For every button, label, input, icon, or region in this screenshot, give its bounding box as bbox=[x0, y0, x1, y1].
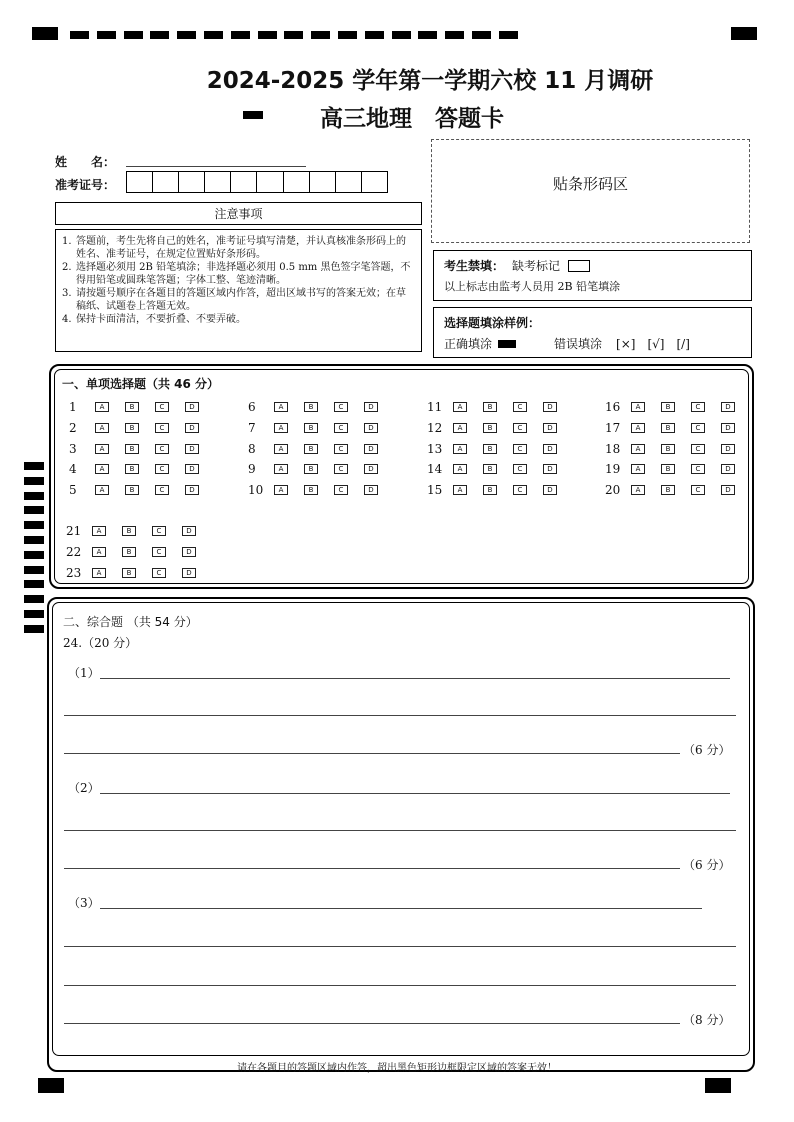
question-number: 9 bbox=[248, 462, 256, 477]
timing-mark bbox=[392, 31, 411, 39]
option-bubble[interactable]: C bbox=[513, 423, 527, 433]
part-2-label: （2） bbox=[68, 781, 100, 795]
option-bubble[interactable]: C bbox=[513, 402, 527, 412]
timing-mark bbox=[24, 536, 44, 544]
option-bubble[interactable]: D bbox=[364, 464, 378, 474]
wrong-mark: [×] bbox=[616, 336, 636, 351]
option-bubble[interactable]: C bbox=[155, 402, 169, 412]
option-bubble[interactable]: D bbox=[543, 485, 557, 495]
option-bubble[interactable]: A bbox=[95, 402, 109, 412]
option-bubble[interactable]: D bbox=[182, 547, 196, 557]
option-bubble[interactable]: D bbox=[185, 485, 199, 495]
option-bubble[interactable]: A bbox=[274, 485, 288, 495]
question-number: 4 bbox=[69, 462, 77, 477]
notice-text: 答题前，考生先将自己的姓名，准考证号填写清楚，并认真核准条形码上的姓名、准考证号，在规定位置贴好条形码。 bbox=[76, 236, 406, 260]
option-bubble[interactable]: D bbox=[543, 402, 557, 412]
option-bubble[interactable]: B bbox=[483, 423, 497, 433]
option-bubble[interactable]: C bbox=[691, 402, 705, 412]
timing-mark bbox=[418, 31, 437, 39]
option-bubble[interactable]: C bbox=[691, 464, 705, 474]
option-bubble[interactable]: B bbox=[304, 402, 318, 412]
question-number: 7 bbox=[248, 420, 256, 435]
question-row bbox=[605, 483, 751, 497]
option-bubble[interactable]: A bbox=[92, 526, 106, 536]
option-bubble[interactable]: B bbox=[304, 464, 318, 474]
option-bubble[interactable]: D bbox=[543, 423, 557, 433]
notice-text: 保持卡面清洁，不要折叠、不要弄破。 bbox=[76, 314, 246, 325]
question-number: 11 bbox=[427, 400, 443, 414]
timing-mark bbox=[24, 595, 44, 603]
option-bubble[interactable]: A bbox=[274, 423, 288, 433]
timing-mark bbox=[204, 31, 223, 39]
timing-mark bbox=[499, 31, 518, 39]
fill-example-title: 选择题填涂样例： bbox=[444, 316, 541, 330]
option-bubble[interactable]: A bbox=[274, 444, 288, 454]
answer-line[interactable] bbox=[100, 678, 730, 679]
timing-mark bbox=[338, 31, 357, 39]
timing-mark bbox=[38, 1078, 64, 1093]
option-bubble[interactable]: D bbox=[185, 444, 199, 454]
option-bubble[interactable]: B bbox=[125, 423, 139, 433]
timing-mark bbox=[177, 31, 196, 39]
question-row bbox=[66, 566, 212, 580]
timing-mark bbox=[284, 31, 303, 39]
timing-mark bbox=[365, 31, 384, 39]
notice-item bbox=[62, 313, 415, 326]
question-number: 23 bbox=[66, 565, 82, 580]
notice-item bbox=[62, 261, 415, 287]
timing-mark bbox=[311, 31, 330, 39]
option-bubble[interactable]: B bbox=[661, 402, 675, 412]
question-row bbox=[69, 400, 215, 414]
question-row bbox=[66, 524, 212, 538]
timing-mark bbox=[24, 462, 44, 470]
question-row bbox=[427, 421, 573, 435]
notice-item bbox=[62, 287, 415, 313]
option-bubble[interactable]: D bbox=[721, 444, 735, 454]
answer-line[interactable] bbox=[64, 946, 736, 947]
option-bubble[interactable]: A bbox=[631, 402, 645, 412]
option-bubble[interactable]: B bbox=[122, 547, 136, 557]
option-bubble[interactable]: C bbox=[513, 464, 527, 474]
option-bubble[interactable]: B bbox=[304, 423, 318, 433]
timing-mark bbox=[24, 492, 44, 500]
question-row bbox=[427, 442, 573, 456]
option-bubble[interactable]: C bbox=[155, 423, 169, 433]
option-bubble[interactable]: D bbox=[364, 423, 378, 433]
option-bubble[interactable]: A bbox=[631, 485, 645, 495]
option-bubble[interactable]: D bbox=[364, 402, 378, 412]
option-bubble[interactable]: B bbox=[483, 444, 497, 454]
option-bubble[interactable]: A bbox=[631, 444, 645, 454]
question-number: 17 bbox=[605, 420, 621, 435]
notice-title: 注意事项 bbox=[214, 207, 263, 221]
timing-mark bbox=[32, 27, 58, 40]
answer-line[interactable] bbox=[64, 985, 736, 986]
question-number: 3 bbox=[69, 441, 77, 456]
question-row bbox=[605, 442, 751, 456]
option-bubble[interactable]: A bbox=[95, 464, 109, 474]
answer-line[interactable] bbox=[64, 715, 736, 716]
question-number: 21 bbox=[66, 524, 82, 538]
absent-mark-label: 缺考标记 bbox=[512, 259, 561, 273]
option-bubble[interactable]: D bbox=[721, 402, 735, 412]
page-subtitle: 高三地理 答题卡 bbox=[320, 106, 504, 132]
question-row bbox=[69, 442, 215, 456]
absent-box bbox=[433, 250, 752, 301]
question-number: 6 bbox=[248, 400, 256, 414]
timing-mark bbox=[24, 566, 44, 574]
correct-label: 正确填涂 bbox=[444, 337, 493, 351]
part-1-label: （1） bbox=[68, 666, 100, 680]
question-number: 5 bbox=[69, 483, 77, 498]
question-number: 13 bbox=[427, 441, 443, 456]
timing-mark bbox=[705, 1078, 731, 1093]
option-bubble[interactable]: B bbox=[483, 485, 497, 495]
section2-frame bbox=[47, 597, 755, 1072]
option-bubble[interactable]: B bbox=[125, 402, 139, 412]
question-number: 16 bbox=[605, 400, 621, 414]
option-bubble[interactable]: C bbox=[513, 444, 527, 454]
question-number: 22 bbox=[66, 544, 82, 559]
option-bubble[interactable]: C bbox=[334, 444, 348, 454]
question-row bbox=[605, 462, 751, 476]
option-bubble[interactable]: A bbox=[274, 402, 288, 412]
option-bubble[interactable]: B bbox=[483, 464, 497, 474]
question-number: 14 bbox=[427, 462, 443, 477]
option-bubble[interactable]: D bbox=[543, 444, 557, 454]
option-bubble[interactable]: D bbox=[182, 568, 196, 578]
timing-mark bbox=[97, 31, 116, 39]
question-row bbox=[605, 400, 751, 414]
option-bubble[interactable]: D bbox=[182, 526, 196, 536]
timing-mark bbox=[24, 477, 44, 485]
option-bubble[interactable]: A bbox=[453, 402, 467, 412]
correct-fill-sample bbox=[498, 340, 516, 348]
option-bubble[interactable]: C bbox=[155, 444, 169, 454]
option-bubble[interactable]: B bbox=[661, 464, 675, 474]
option-bubble[interactable]: C bbox=[152, 568, 166, 578]
timing-mark bbox=[124, 31, 143, 39]
timing-mark bbox=[231, 31, 250, 39]
timing-mark bbox=[24, 506, 44, 514]
option-bubble[interactable]: B bbox=[122, 526, 136, 536]
notice-number: 1. bbox=[62, 236, 72, 247]
timing-mark bbox=[150, 31, 169, 39]
id-number-cells[interactable] bbox=[126, 171, 388, 193]
notice-number: 4. bbox=[62, 314, 72, 325]
notice-text: 请按题号顺序在各题目的答题区域内作答，超出区域书写的答案无效；在草稿纸、试题卷上答题无效。 bbox=[76, 288, 406, 312]
option-bubble[interactable]: D bbox=[721, 485, 735, 495]
id-label: 准考证号： bbox=[55, 178, 116, 192]
wrong-label: 错误填涂 bbox=[554, 337, 603, 351]
timing-mark bbox=[243, 111, 263, 119]
option-bubble[interactable]: C bbox=[691, 444, 705, 454]
notice-title-box bbox=[55, 202, 422, 225]
absent-label: 考生禁填： bbox=[444, 259, 505, 273]
notice-list bbox=[62, 235, 415, 326]
option-bubble[interactable]: C bbox=[152, 526, 166, 536]
option-bubble[interactable]: C bbox=[334, 464, 348, 474]
fill-example-box bbox=[433, 307, 752, 358]
question-number: 20 bbox=[605, 483, 621, 498]
part-3-label: （3） bbox=[68, 896, 100, 910]
option-bubble[interactable]: D bbox=[364, 485, 378, 495]
timing-mark bbox=[24, 625, 44, 633]
page-title: 2024-2025 学年第一学期六校 11 月调研 bbox=[206, 68, 654, 94]
option-bubble[interactable]: C bbox=[334, 423, 348, 433]
notice-number: 2. bbox=[62, 262, 72, 273]
answer-line[interactable] bbox=[64, 753, 680, 754]
option-bubble[interactable]: A bbox=[453, 444, 467, 454]
notice-box bbox=[55, 229, 422, 352]
option-bubble[interactable]: A bbox=[453, 464, 467, 474]
option-bubble[interactable]: B bbox=[125, 444, 139, 454]
option-bubble[interactable]: A bbox=[95, 444, 109, 454]
notice-text: 选择题必须用 2B 铅笔填涂；非选择题必须用 0.5 mm 黑色签字笔答题，不得用铅笔或圆珠笔答题；字体工整、笔迹清晰。 bbox=[76, 262, 411, 286]
question-row bbox=[248, 442, 394, 456]
option-bubble[interactable]: C bbox=[691, 485, 705, 495]
option-bubble[interactable]: B bbox=[661, 444, 675, 454]
question-row bbox=[427, 400, 573, 414]
question-row bbox=[427, 483, 573, 497]
answer-line[interactable] bbox=[100, 908, 702, 909]
option-bubble[interactable]: D bbox=[721, 423, 735, 433]
part-2-score: （6 分） bbox=[683, 858, 731, 872]
option-bubble[interactable]: A bbox=[453, 423, 467, 433]
timing-mark bbox=[472, 31, 491, 39]
wrong-mark: [√] bbox=[647, 336, 665, 351]
question-number: 2 bbox=[69, 420, 77, 435]
timing-mark bbox=[445, 31, 464, 39]
question-row bbox=[248, 400, 394, 414]
option-bubble[interactable]: A bbox=[95, 485, 109, 495]
option-bubble[interactable]: C bbox=[152, 547, 166, 557]
question-number: 1 bbox=[69, 400, 77, 414]
question-number: 8 bbox=[248, 441, 256, 456]
question-row bbox=[248, 483, 394, 497]
timing-mark bbox=[24, 580, 44, 588]
option-bubble[interactable]: B bbox=[304, 485, 318, 495]
question-row bbox=[69, 483, 215, 497]
notice-number: 3. bbox=[62, 288, 72, 299]
part-1-score: （6 分） bbox=[683, 743, 731, 757]
timing-mark bbox=[24, 521, 44, 529]
question-number: 19 bbox=[605, 462, 621, 477]
option-bubble[interactable]: A bbox=[95, 423, 109, 433]
option-bubble[interactable]: A bbox=[453, 485, 467, 495]
name-label: 姓 名： bbox=[55, 155, 116, 169]
option-bubble[interactable]: A bbox=[631, 423, 645, 433]
timing-mark bbox=[70, 31, 89, 39]
answer-line[interactable] bbox=[64, 868, 680, 869]
option-bubble[interactable]: B bbox=[125, 464, 139, 474]
timing-mark bbox=[24, 551, 44, 559]
wrong-mark: [/] bbox=[676, 336, 690, 351]
question-row bbox=[69, 462, 215, 476]
answer-line[interactable] bbox=[64, 830, 736, 831]
question-number: 18 bbox=[605, 441, 621, 456]
option-bubble[interactable]: C bbox=[691, 423, 705, 433]
timing-mark bbox=[258, 31, 277, 39]
option-bubble[interactable]: C bbox=[334, 485, 348, 495]
option-bubble[interactable]: A bbox=[92, 547, 106, 557]
option-bubble[interactable]: A bbox=[631, 464, 645, 474]
section2-title: 二、综合题 （共 54 分） bbox=[63, 615, 198, 629]
question-row bbox=[605, 421, 751, 435]
option-bubble[interactable]: B bbox=[483, 402, 497, 412]
question-number: 12 bbox=[427, 420, 443, 435]
barcode-label: 贴条形码区 bbox=[552, 175, 628, 193]
question-row bbox=[248, 462, 394, 476]
option-bubble[interactable]: B bbox=[122, 568, 136, 578]
question-row bbox=[69, 421, 215, 435]
option-bubble[interactable]: B bbox=[661, 423, 675, 433]
question-number: 15 bbox=[427, 483, 443, 498]
option-bubble[interactable]: D bbox=[543, 464, 557, 474]
question-number: 10 bbox=[248, 483, 264, 498]
section1-title: 一、单项选择题（共 46 分） bbox=[62, 377, 220, 391]
question-row bbox=[66, 545, 212, 559]
barcode-area bbox=[431, 139, 750, 243]
question-row bbox=[427, 462, 573, 476]
absent-note: 以上标志由监考人员用 2B 铅笔填涂 bbox=[444, 280, 621, 293]
question-row bbox=[248, 421, 394, 435]
notice-item bbox=[62, 235, 415, 261]
option-bubble[interactable]: A bbox=[274, 464, 288, 474]
timing-mark bbox=[731, 27, 757, 40]
name-field[interactable] bbox=[126, 166, 306, 167]
question-24: 24.（20 分） bbox=[63, 636, 138, 650]
footer-note: 请在各题目的答题区域内作答，超出黑色矩形边框限定区域的答案无效！ bbox=[237, 1063, 557, 1074]
answer-line[interactable] bbox=[100, 793, 730, 794]
option-bubble[interactable]: C bbox=[155, 485, 169, 495]
option-bubble[interactable]: B bbox=[304, 444, 318, 454]
option-bubble[interactable]: C bbox=[513, 485, 527, 495]
option-bubble[interactable]: D bbox=[721, 464, 735, 474]
part-3-score: （8 分） bbox=[683, 1013, 731, 1027]
option-bubble[interactable]: A bbox=[92, 568, 106, 578]
answer-line[interactable] bbox=[64, 1023, 680, 1024]
option-bubble[interactable]: C bbox=[334, 402, 348, 412]
absent-checkbox[interactable] bbox=[568, 260, 590, 272]
option-bubble[interactable]: D bbox=[185, 464, 199, 474]
option-bubble[interactable]: B bbox=[661, 485, 675, 495]
option-bubble[interactable]: B bbox=[125, 485, 139, 495]
option-bubble[interactable]: D bbox=[185, 402, 199, 412]
option-bubble[interactable]: D bbox=[185, 423, 199, 433]
option-bubble[interactable]: D bbox=[364, 444, 378, 454]
option-bubble[interactable]: C bbox=[155, 464, 169, 474]
timing-mark bbox=[24, 610, 44, 618]
